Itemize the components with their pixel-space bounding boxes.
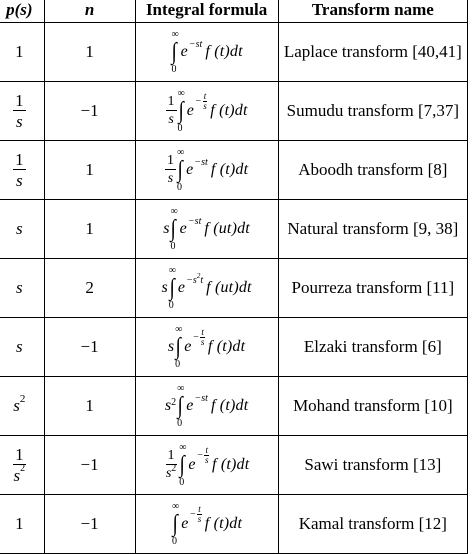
integral-sign: ∫ [179, 452, 186, 478]
upper-limit: ∞ [171, 29, 179, 40]
table-row [0, 259, 468, 318]
prefactor-symbol: s [161, 279, 168, 296]
p-denominator [14, 170, 25, 189]
formula-cell [135, 318, 278, 377]
n-cell: 2 [44, 259, 135, 318]
p-denominator-base: s [16, 171, 23, 190]
prefactor-denominator [164, 465, 178, 481]
exponential-base: e [177, 279, 186, 296]
exponent [188, 216, 201, 227]
table-row [0, 82, 468, 141]
transform-name: Pourreza transform [11] [278, 259, 467, 318]
integral-sign-group [175, 324, 182, 370]
exponent [190, 505, 202, 524]
n-cell: 1 [44, 141, 135, 200]
upper-limit: ∞ [177, 88, 185, 99]
formula-prefactor [164, 449, 178, 481]
p-sup: 2 [19, 393, 26, 405]
p-value [16, 278, 23, 298]
lower-limit: 0 [179, 477, 185, 488]
p-value [16, 337, 23, 357]
integral-sign-group [178, 88, 185, 134]
p-cell [0, 436, 44, 495]
integral-formula [171, 501, 242, 547]
integral-sign-group [169, 265, 176, 311]
exponent-text: −s [186, 274, 197, 286]
integrand: f (t)dt [210, 397, 249, 414]
transform-name: Elzaki transform [6] [278, 318, 467, 377]
prefactor-numerator: 1 [166, 153, 174, 168]
integral-formula [165, 383, 249, 429]
lower-limit: 0 [175, 359, 181, 370]
p-cell [0, 141, 44, 200]
p-base: s [13, 396, 20, 415]
exponent-sign: − [192, 331, 200, 343]
integral-formula [170, 29, 242, 75]
integral-formula [168, 324, 245, 370]
upper-limit: ∞ [168, 265, 176, 276]
p-fraction [12, 446, 28, 484]
prefactor-symbol: s [167, 338, 175, 355]
formula-cell [135, 200, 278, 259]
prefactor-denominator-base: s [168, 112, 174, 127]
integral-formula [165, 147, 248, 193]
p-cell [0, 377, 44, 436]
table-row [0, 318, 468, 377]
transform-name: Laplace transform [40,41] [278, 23, 467, 82]
integral-formula [162, 265, 252, 311]
header-n: n [44, 0, 135, 23]
exponent-numerator: t [201, 326, 204, 337]
integral-formula [164, 442, 250, 488]
exponent-sign: − [196, 449, 204, 461]
integral-sign-group [171, 29, 178, 75]
formula-cell [135, 23, 278, 82]
lower-limit: 0 [171, 64, 177, 75]
integral-sign: ∫ [169, 275, 175, 301]
prefactor-denominator [166, 170, 175, 186]
p-denominator [12, 465, 28, 484]
table-row [0, 200, 468, 259]
exponent-tail: t [200, 274, 204, 286]
prefactor-denominator-base: s [167, 171, 174, 186]
p-numerator: 1 [15, 150, 24, 169]
exponent [197, 446, 209, 465]
p-base: 1 [15, 42, 24, 61]
p-denominator-base: s [13, 466, 21, 485]
n-cell: −1 [44, 436, 135, 495]
p-cell [0, 495, 44, 554]
transform-name: Natural transform [9, 38] [278, 200, 467, 259]
formula-cell [135, 259, 278, 318]
table-row [0, 377, 468, 436]
lower-limit: 0 [177, 418, 183, 429]
integral-sign: ∫ [171, 216, 177, 242]
exponent [186, 271, 204, 286]
lower-limit: 0 [177, 123, 183, 134]
n-cell: −1 [44, 318, 135, 377]
integrand: f (t)dt [205, 43, 243, 60]
formula-cell [135, 82, 278, 141]
exponential-base: e [188, 456, 196, 473]
exponent-text: −st [188, 38, 203, 50]
transform-name: Mohand transform [10] [278, 377, 467, 436]
exponent-numerator: t [203, 90, 207, 101]
prefactor-fraction [164, 449, 178, 481]
integral-formula [166, 88, 248, 134]
integral-sign-group [170, 206, 177, 252]
formula-cell [135, 495, 278, 554]
exponent-text: −st [187, 215, 202, 227]
table-row [0, 436, 468, 495]
exponent [194, 157, 207, 168]
transform-name: Sumudu transform [7,37] [278, 82, 467, 141]
exponent-text: −st [194, 392, 208, 404]
exponent-sup: 2 [196, 271, 201, 280]
table-body [0, 23, 468, 554]
lower-limit: 0 [176, 182, 182, 193]
upper-limit: ∞ [179, 442, 187, 453]
exponential-base: e [179, 220, 187, 237]
exponential-base: e [180, 43, 188, 60]
p-base: 1 [15, 514, 24, 533]
p-base: s [16, 219, 23, 238]
exponent-text: −st [194, 156, 208, 168]
exponential-base: e [186, 161, 194, 178]
exponent-denominator: s [203, 100, 207, 111]
prefactor-symbol: s [164, 397, 172, 414]
formula-prefactor [163, 220, 169, 238]
header-name: Transform name [278, 0, 467, 23]
integral-sign: ∫ [177, 157, 183, 183]
header-formula: Integral formula [135, 0, 278, 23]
exponent-denominator: s [197, 513, 202, 524]
p-denominator-sup: 2 [20, 463, 26, 474]
prefactor-symbol: s [163, 220, 170, 237]
p-denominator-base: s [16, 112, 23, 131]
header-p: p(s) [0, 0, 44, 23]
p-numerator: 1 [15, 445, 24, 464]
integral-sign: ∫ [172, 39, 178, 65]
p-cell [0, 82, 44, 141]
n-cell: −1 [44, 495, 135, 554]
integrand: f (ut)dt [204, 220, 250, 237]
p-cell [0, 318, 44, 377]
exponent-sign: − [189, 508, 197, 520]
integral-sign-group [172, 501, 179, 547]
prefactor-fraction [166, 95, 177, 127]
integral-sign: ∫ [178, 98, 184, 124]
exponent [193, 328, 205, 347]
exponent-sign: − [195, 95, 202, 107]
lower-limit: 0 [172, 536, 178, 547]
integral-sign: ∫ [172, 511, 178, 537]
n-cell: 1 [44, 23, 135, 82]
integral-formula [163, 206, 250, 252]
prefactor-denominator-sup: 2 [171, 463, 177, 474]
upper-limit: ∞ [175, 324, 183, 335]
exponent-denominator: s [200, 336, 205, 347]
exponential-base: e [181, 515, 189, 532]
header-row [0, 0, 468, 23]
transform-name: Sawi transform [13] [278, 436, 467, 495]
integrand: f (t)dt [210, 161, 249, 178]
exponent [195, 393, 208, 404]
prefactor-numerator: 1 [167, 448, 175, 463]
exponential-base: e [186, 397, 194, 414]
p-cell [0, 200, 44, 259]
integral-sign: ∫ [177, 393, 183, 419]
integrand: f (t)dt [211, 456, 250, 473]
lower-limit: 0 [168, 300, 174, 311]
upper-limit: ∞ [177, 383, 185, 394]
table-row [0, 23, 468, 82]
integrand: f (t)dt [210, 102, 248, 119]
integral-sign: ∫ [175, 334, 182, 360]
p-base: s [16, 337, 23, 356]
exponent-fraction [200, 328, 205, 347]
integrand: f (t)dt [207, 338, 246, 355]
n-cell: 1 [44, 377, 135, 436]
p-value [16, 219, 23, 239]
p-fraction [13, 151, 26, 189]
integrand: f (t)dt [204, 515, 243, 532]
integrand: f (ut)dt [206, 279, 252, 296]
exponent-numerator: t [205, 444, 208, 455]
transform-name: Aboodh transform [8] [278, 141, 467, 200]
integral-sign-group [177, 147, 184, 193]
p-fraction [13, 92, 26, 130]
p-value [15, 42, 24, 62]
upper-limit: ∞ [172, 501, 180, 512]
formula-prefactor [165, 397, 176, 415]
transform-name: Kamal transform [12] [278, 495, 467, 554]
prefactor-numerator: 1 [167, 94, 175, 109]
prefactor-sup: 2 [171, 396, 177, 408]
exponential-base: e [186, 102, 194, 119]
n-cell: 1 [44, 200, 135, 259]
exponent [195, 92, 207, 111]
formula-prefactor [165, 154, 176, 186]
table-row [0, 141, 468, 200]
table-row [0, 495, 468, 554]
n-cell: −1 [44, 82, 135, 141]
formula-cell [135, 436, 278, 495]
integral-sign-group [177, 383, 184, 429]
exponent-fraction [204, 446, 209, 465]
p-base: s [16, 278, 23, 297]
exponent-numerator: t [198, 503, 201, 514]
prefactor-fraction [165, 154, 176, 186]
exponent [189, 39, 202, 50]
p-denominator [14, 111, 25, 130]
exponent-fraction [197, 505, 202, 524]
p-cell [0, 259, 44, 318]
p-cell [0, 23, 44, 82]
formula-cell [135, 141, 278, 200]
formula-prefactor [162, 279, 168, 297]
p-numerator: 1 [15, 91, 24, 110]
prefactor-denominator-base: s [165, 466, 172, 481]
formula-cell [135, 377, 278, 436]
p-value [13, 393, 26, 416]
formula-prefactor [168, 338, 174, 356]
exponent-denominator: s [204, 454, 209, 465]
integral-sign-group [179, 442, 186, 488]
exponent-fraction [203, 92, 208, 111]
prefactor-denominator [166, 111, 175, 127]
formula-prefactor [166, 95, 177, 127]
lower-limit: 0 [170, 241, 176, 252]
p-value [15, 514, 24, 534]
upper-limit: ∞ [170, 206, 178, 217]
exponential-base: e [184, 338, 192, 355]
upper-limit: ∞ [176, 147, 185, 158]
